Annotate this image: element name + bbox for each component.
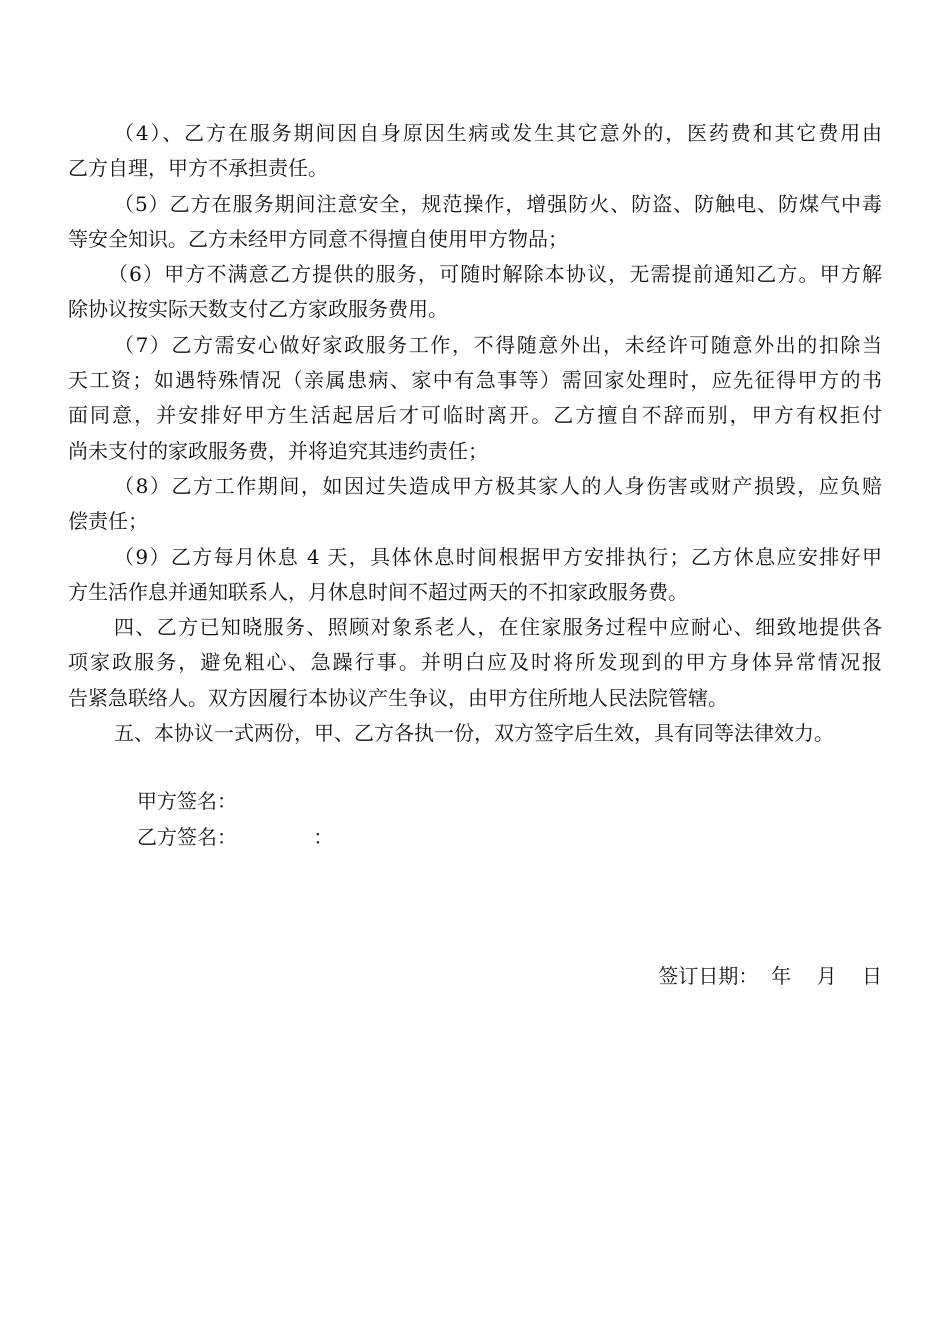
- clause-paragraph: [68, 187, 882, 258]
- clause-paragraph: [68, 116, 882, 187]
- clause-paragraph: [68, 716, 882, 751]
- text-line: （5）乙方在服务期间注意安全，规范操作，增强防火、防盗、防触电、防煤气中毒: [114, 191, 882, 216]
- text-line: 四、乙方已知晓服务、照顾对象系老人，在住家服务过程中应耐心、细致地提供各: [114, 615, 882, 640]
- text-line: 天工资；如遇特殊情况（亲属患病、家中有急事等）需回家处理时，应先征得甲方的书: [68, 368, 882, 393]
- party-b-signature: 乙方签名： ：: [137, 825, 334, 849]
- text-line: （6）甲方不满意乙方提供的服务，可随时解除本协议，无需提前通知乙方。甲方解: [108, 262, 882, 287]
- text-line: （7）乙方需安心做好家政服务工作，不得随意外出，未经许可随意外出的扣除当: [114, 332, 882, 357]
- text-line: （9）乙方每月休息 4 天，具体休息时间根据甲方安排执行；乙方休息应安排好甲: [114, 544, 882, 569]
- text-line: 除协议按实际天数支付乙方家政服务费用。: [68, 297, 448, 322]
- party-a-signature: 甲方签名：: [137, 789, 237, 813]
- text-line: （8）乙方工作期间，如因过失造成甲方极其家人的人身伤害或财产损毁，应负赔: [114, 473, 882, 498]
- text-line: 偿责任；: [68, 509, 148, 534]
- clause-paragraph: [68, 469, 882, 540]
- clause-paragraph: [68, 328, 882, 469]
- text-line: 项家政服务，避免粗心、急躁行事。并明白应及时将所发现到的甲方身体异常情况报: [68, 650, 882, 675]
- text-line: （4）、乙方在服务期间因自身原因生病或发生其它意外的，医药费和其它费用由: [114, 121, 882, 145]
- text-line: 方生活作息并通知联系人，月休息时间不超过两天的不扣家政服务费。: [68, 579, 688, 604]
- text-line: 乙方自理，甲方不承担责任。: [68, 156, 328, 181]
- signing-date: 签订日期： 年 月 日: [658, 964, 882, 988]
- text-line: 等安全知识。乙方未经甲方同意不得擅自使用甲方物品；: [68, 226, 568, 251]
- text-line: 尚未支付的家政服务费，并将追究其违约责任；: [68, 438, 488, 463]
- clause-paragraph: [68, 540, 882, 611]
- text-line: 五、本协议一式两份，甲、乙方各执一份，双方签字后生效，具有同等法律效力。: [114, 721, 834, 746]
- clause-paragraph: [68, 610, 882, 716]
- text-line: 告紧急联络人。双方因履行本协议产生争议，由甲方住所地人民法院管辖。: [68, 685, 728, 710]
- agreement-body: [68, 116, 882, 751]
- clause-paragraph: [68, 257, 882, 328]
- text-line: 面同意，并安排好甲方生活起居后才可临时离开。乙方擅自不辞而别，甲方有权拒付: [68, 403, 882, 428]
